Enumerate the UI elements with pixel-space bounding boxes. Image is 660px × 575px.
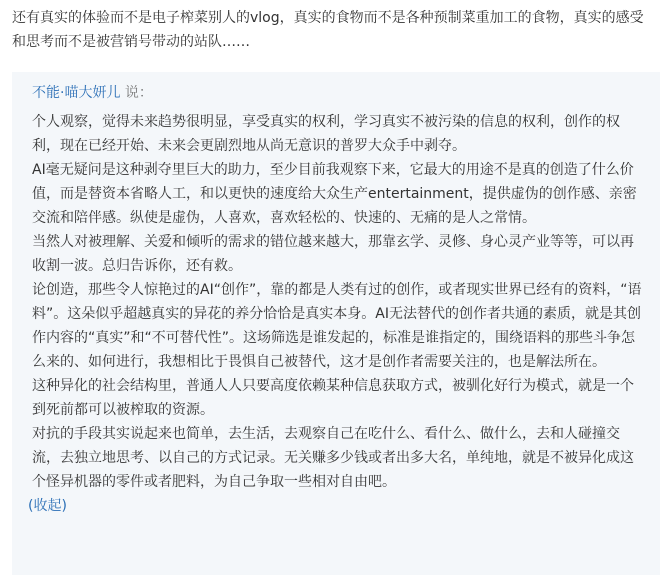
quote-paragraph: AI毫无疑问是这种剥夺里巨大的助力，至少目前我观察下来，它最大的用途不是真的创造了什么价值，而是替资本省略人工，和以更快的速度给大众生产entertainment，提供虚伪的创作感、亲密交流和陪伴感。纵使是虚伪，人喜欢，喜欢轻松的、快速的、无痛的是人之常情。 [32,162,637,226]
says-label: 说： [124,85,153,101]
quoted-comment [12,72,660,575]
quote-header [32,82,650,104]
quote-paragraph: 这种异化的社会结构里，普通人人只要高度依赖某种信息获取方式，被驯化好行为模式，就是一个到死前都可以被榨取的资源。 [32,378,634,418]
quote-paragraph: 论创造，那些令人惊艳过的AI“创作”，靠的都是人类有过的创作，或者现实世界已经有的资料，“语料”。这朵似乎超越真实的异花的养分恰恰是真实本身。AI无法替代的创作者共通的素质，就是其创作内容的“真实”和“不可替代性”。这场筛选是谁发起的，标准是谁指定的，围绕语料的那些斗争怎么来的、如何进行，我想相比于畏惧自己被替代，这才是创作者需要关注的，也是解法所在。 [32,282,642,370]
quote-paragraph: 当然人对被理解、关爱和倾听的需求的错位越来越大，那靠玄学、灵修、身心灵产业等等，可以再收割一波。总归告诉你，还有救。 [32,234,634,274]
author-link[interactable]: 不能·喵大妍儿 [32,85,121,101]
quote-paragraph: 个人观察，觉得未来趋势很明显，享受真实的权利，学习真实不被污染的信息的权利，创作的权利，现在已经开始、未来会更剧烈地从尚无意识的普罗大众手中剥夺。 [32,114,620,154]
post-text: 还有真实的体验而不是电子榨菜别人的vlog，真实的食物而不是各种预制菜重加工的食物，真实的感受和思考而不是被营销号带动的站队…… [12,10,644,50]
collapse-link[interactable]: (收起) [28,498,67,514]
quote-paragraph: 对抗的手段其实说起来也简单，去生活，去观察自己在吃什么、看什么、做什么，去和人碰撞交流，去独立地思考、以自己的方式记录。无关赚多少钱或者出多大名，单纯地，就是不被异化成这个怪异机器的零件或者肥料，为自己争取一些相对自由吧。 [32,426,634,490]
